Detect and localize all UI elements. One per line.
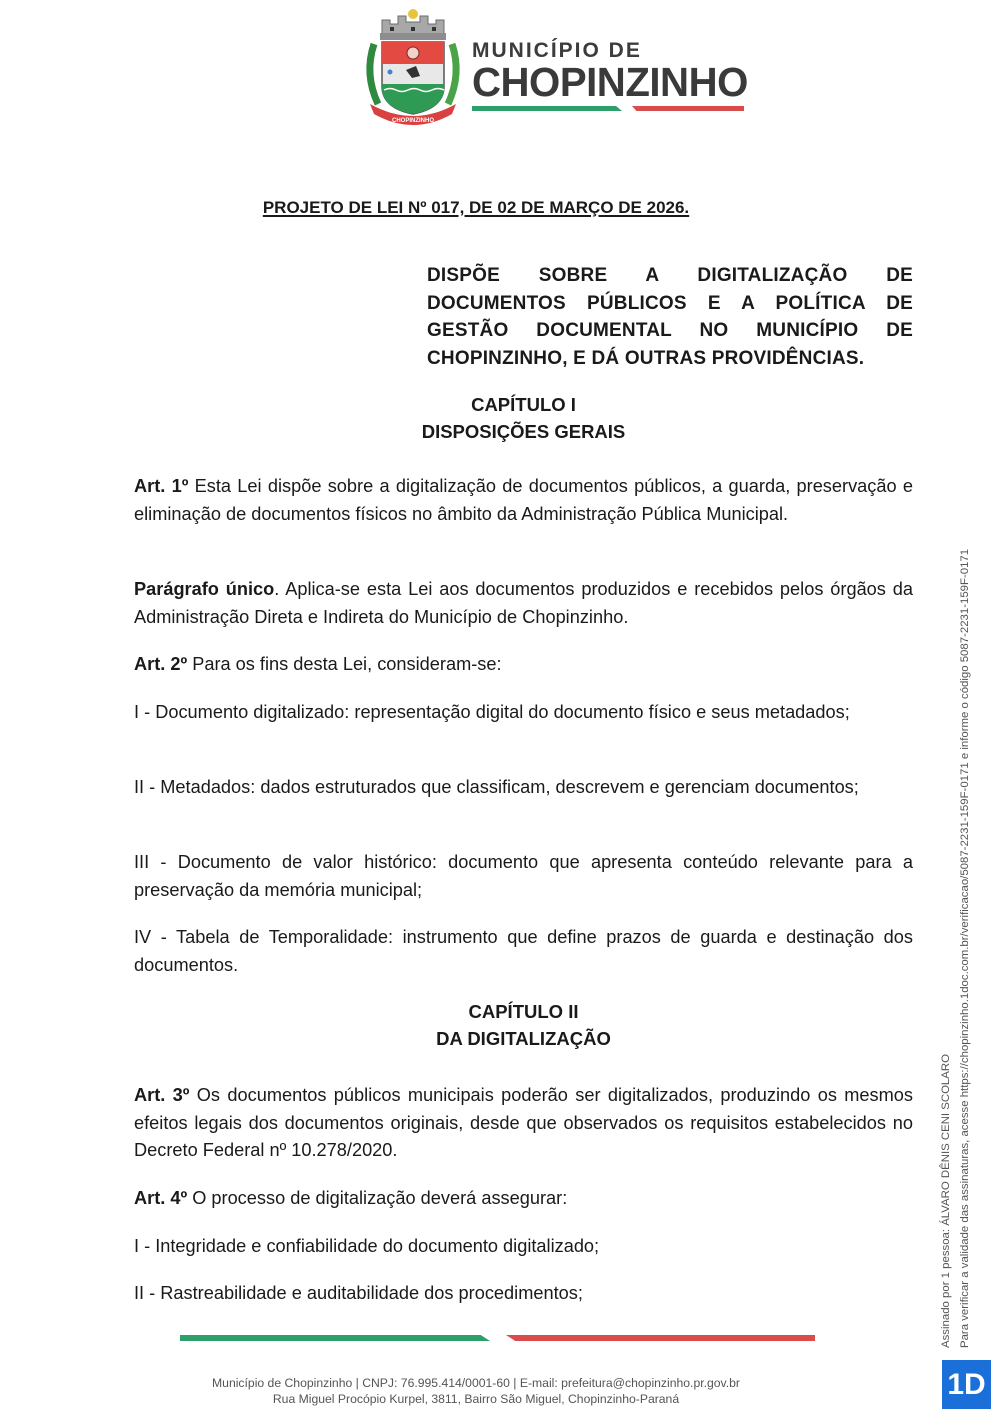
article-paragraph (134, 1185, 913, 1213)
item-text: I - Documento digitalizado: representação digital do documento físico e seus metadados; (134, 702, 850, 722)
item-text: II - Metadados: dados estruturados que classificam, descrevem e gerenciam documentos; (134, 777, 859, 797)
signature-verification[interactable]: Para verificar a validade das assinaturas, acesse https://chopinzinho.1doc.com.br/verificacao/5087-2231-159F-0171 e informe o código 5087-2231-159F-0171 (959, 548, 971, 1348)
footer-address: Rua Miguel Procópio Kurpel, 3811, Bairro São Miguel, Chopinzinho-Paraná (272, 1392, 680, 1406)
1doc-logo-icon[interactable] (942, 1360, 991, 1409)
footer-contact: Município de Chopinzinho | CNPJ: 76.995.414/0001-60 | E-mail: prefeitura@chopinzinho.pr.gov.br (212, 1376, 740, 1390)
green-stripe (472, 106, 622, 111)
brand-title: CHOPINZINHO (472, 59, 748, 105)
article-label: Parágrafo único (134, 579, 275, 599)
signature-signer: Assinado por 1 pessoa: ÁLVARO DÊNIS CENI SCOLARO (940, 1054, 952, 1348)
document-ementa: DISPÕE SOBRE A DIGITALIZAÇÃO DE DOCUMENTOS PÚBLICOS E A POLÍTICA DE GESTÃO DOCUMENTAL NO MUNICÍPIO DE CHOPINZINHO, E DÁ OUTRAS PROVIDÊNCIAS. (427, 265, 913, 369)
chapter-heading (134, 392, 913, 445)
article-label: Art. 2º (134, 654, 188, 674)
svg-text:CHOPINZINHO: CHOPINZINHO (392, 118, 434, 124)
article-text: Esta Lei dispõe sobre a digitalização de documentos públicos, a guarda, preservação e eliminação de documentos físicos no âmbito da Administração Pública Municipal. (134, 476, 913, 524)
chapter-name: DISPOSIÇÕES GERAIS (421, 420, 626, 442)
item-text: IV - Tabela de Temporalidade: instrumento que define prazos de guarda e destinação dos documentos. (134, 927, 913, 975)
article-paragraph (134, 651, 913, 679)
item-text: I - Integridade e confiabilidade do documento digitalizado; (134, 1236, 600, 1256)
footer-red-stripe (506, 1335, 815, 1341)
chapter-number: CAPÍTULO II (468, 1001, 579, 1022)
list-item (134, 1233, 913, 1261)
article-paragraph (134, 473, 913, 528)
list-item (134, 924, 913, 979)
brand-color-bars (472, 106, 744, 112)
article-text: Para os fins desta Lei, consideram-se: (187, 654, 502, 674)
article-label: Art. 1º (134, 476, 189, 496)
red-stripe (632, 106, 744, 111)
letterhead (360, 4, 760, 129)
list-item (134, 699, 913, 727)
chapter-number: CAPÍTULO I (471, 394, 576, 415)
brand-subtitle: MUNICÍPIO DE (472, 39, 642, 62)
badge-text: 1D (947, 1367, 986, 1401)
list-item (134, 774, 913, 802)
footer-color-bars (180, 1335, 815, 1343)
article-text: . Aplica-se esta Lei aos documentos produzidos e recebidos pelos órgãos da Administração Direta e Indireta do Município de Chopinzinho. (134, 579, 913, 627)
footer-green-stripe (180, 1335, 490, 1341)
list-item (134, 849, 913, 904)
brand-logo (472, 40, 754, 112)
list-item (134, 1280, 913, 1308)
item-text: III - Documento de valor histórico: documento que apresenta conteúdo relevante para a preservação da memória municipal; (134, 852, 913, 900)
chapter-heading (134, 999, 913, 1052)
chapter-name: DA DIGITALIZAÇÃO (436, 1027, 611, 1049)
article-paragraph (134, 1082, 913, 1165)
article-label: Art. 3º (134, 1085, 190, 1105)
footer (0, 1375, 1000, 1407)
coat-of-arms-icon (360, 4, 466, 129)
article-text: O processo de digitalização deverá assegurar: (187, 1188, 568, 1208)
document-title: PROJETO DE LEI Nº 017, DE 02 DE MARÇO DE 2026. (262, 198, 690, 217)
article-label: Art. 4º (134, 1188, 188, 1208)
article-text: Os documentos públicos municipais poderão ser digitalizados, produzindo os mesmos efeitos legais dos documentos originais, desde que observados os requisitos estabelecidos no Decreto Federal nº 10.278/2020. (134, 1085, 913, 1160)
article-paragraph (134, 576, 913, 631)
item-text: II - Rastreabilidade e auditabilidade dos procedimentos; (134, 1283, 583, 1303)
